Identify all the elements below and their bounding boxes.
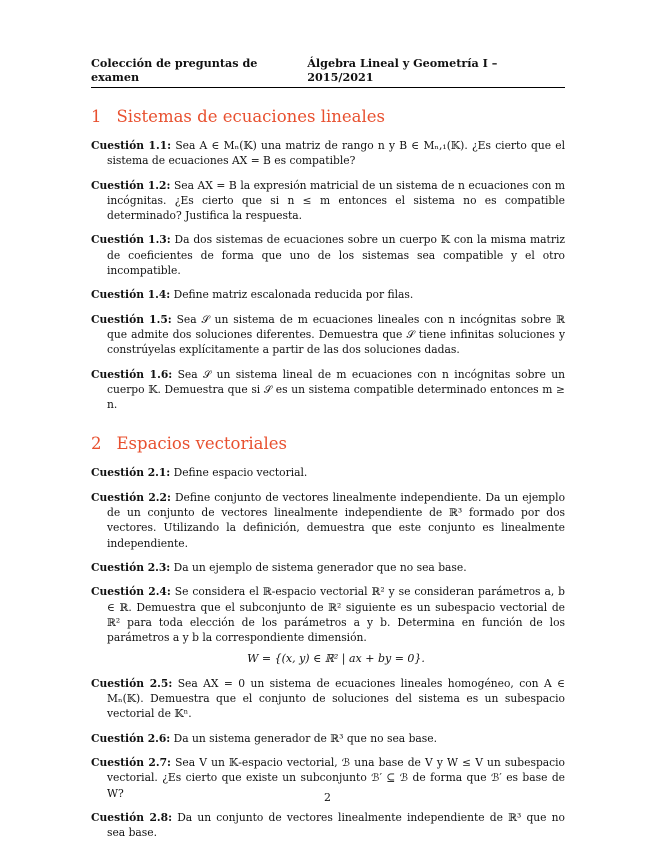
question-text: Sea 𝒮 un sistema lineal de m ecuaciones con n incógnitas sobre un cuerpo 𝕂. Demuestra que si 𝒮 es un sistema compatible determinado entonces m ≥ n.: [107, 367, 566, 412]
question-label: Cuestión 2.4:: [91, 585, 171, 599]
question-label: Cuestión 1.3:: [91, 233, 171, 247]
header-right: Álgebra Lineal y Geometría I – 2015/2021: [307, 56, 498, 84]
question-1-2: [91, 178, 565, 224]
question-text: Da un ejemplo de sistema generador que no sea base.: [173, 560, 467, 574]
question-label: Cuestión 1.6:: [91, 367, 173, 381]
page-content: [91, 56, 565, 849]
question-1-1: [91, 138, 565, 169]
question-2-3: [91, 560, 565, 575]
question-text: Da dos sistemas de ecuaciones sobre un cuerpo 𝕂 con la misma matriz de coeficientes de forma que uno de los sistemas sea compatible y el otro incompatible.: [107, 233, 566, 278]
question-label: Cuestión 1.4:: [91, 288, 171, 302]
section-title: Sistemas de ecuaciones lineales: [116, 107, 386, 126]
question-text: Sea 𝒮 un sistema de m ecuaciones lineales con n incógnitas sobre ℝ que admite dos soluciones diferentes. Demuestra que 𝒮 tiene infinitas soluciones y constrúyelas explícitamente a partir de las dos soluciones dadas.: [107, 312, 565, 357]
section-heading-2: [91, 434, 565, 453]
question-2-8: [91, 810, 565, 841]
question-2-5: [91, 676, 565, 722]
question-2-6: [91, 731, 565, 746]
question-label: Cuestión 2.5:: [91, 676, 173, 690]
question-1-6: [91, 367, 565, 413]
question-text: Define espacio vectorial.: [173, 466, 308, 480]
question-text: Da un conjunto de vectores linealmente independiente de ℝ³ que no sea base.: [107, 810, 565, 840]
question-text: Define matriz escalonada reducida por filas.: [173, 288, 414, 302]
question-label: Cuestión 2.7:: [91, 755, 171, 769]
header-left: Colección de preguntas de examen: [91, 56, 258, 84]
section-number: 2: [91, 434, 102, 454]
question-2-2: [91, 490, 565, 551]
question-text: Sea A ∈ Mₙ(𝕂) una matriz de rango n y B ∈ Mₙ,₁(𝕂). ¿Es cierto que el sistema de ecuaciones AX = B es compatible?: [107, 139, 565, 168]
question-text: Se considera el ℝ-espacio vectorial ℝ² y se consideran parámetros a, b ∈ ℝ. Demuestra que el subconjunto de ℝ² siguiente es un subespacio vectorial de ℝ² para toda elección de los parámetros a y b. Determina en función de los parámetros a y b la correspondiente dimensión.: [107, 585, 566, 645]
question-label: Cuestión 1.2:: [91, 178, 171, 192]
question-label: Cuestión 2.6:: [91, 731, 171, 745]
page-number: 2: [324, 791, 331, 804]
question-2-4: [91, 584, 565, 666]
question-label: Cuestión 1.5:: [91, 312, 172, 326]
question-1-5: [91, 312, 565, 358]
section-number: 1: [91, 107, 102, 126]
display-formula: W = {(x, y) ∈ ℝ² | ax + by = 0}.: [247, 652, 425, 666]
question-label: Cuestión 2.1:: [91, 466, 171, 480]
question-label: Cuestión 2.3:: [91, 560, 171, 574]
question-label: Cuestión 2.8:: [91, 810, 173, 824]
question-1-3: [91, 232, 565, 278]
section-title: Espacios vectoriales: [116, 434, 287, 454]
question-label: Cuestión 1.1:: [91, 139, 172, 152]
running-header: [91, 56, 565, 88]
question-text: Sea V un 𝕂-espacio vectorial, ℬ una base de V y W ≤ V un subespacio vectorial. ¿Es cierto que existe un subconjunto ℬ′ ⊆ ℬ de forma que ℬ′ es base de W?: [107, 755, 565, 800]
question-2-1: [91, 465, 565, 480]
question-text: Define conjunto de vectores linealmente independiente. Da un ejemplo de un conjunto de vectores linealmente independiente de ℝ³ formado por dos vectores. Utilizando la definición, demuestra que este conjunto es linealmente independiente.: [107, 490, 566, 550]
question-text: Sea AX = B la expresión matricial de un sistema de n ecuaciones con m incógnitas. ¿Es cierto que si n ≤ m entonces el sistema no es compatible determinado? Justifica la respuesta.: [107, 178, 566, 223]
question-text: Sea AX = 0 un sistema de ecuaciones lineales homogéneo, con A ∈ Mₙ(𝕂). Demuestra que el conjunto de soluciones del sistema es un subespacio vectorial de 𝕂ⁿ.: [107, 676, 566, 721]
section-heading-1: [91, 107, 565, 126]
question-text: Da un sistema generador de ℝ³ que no sea base.: [173, 731, 437, 745]
question-1-4: [91, 287, 565, 302]
question-label: Cuestión 2.2:: [91, 490, 171, 504]
